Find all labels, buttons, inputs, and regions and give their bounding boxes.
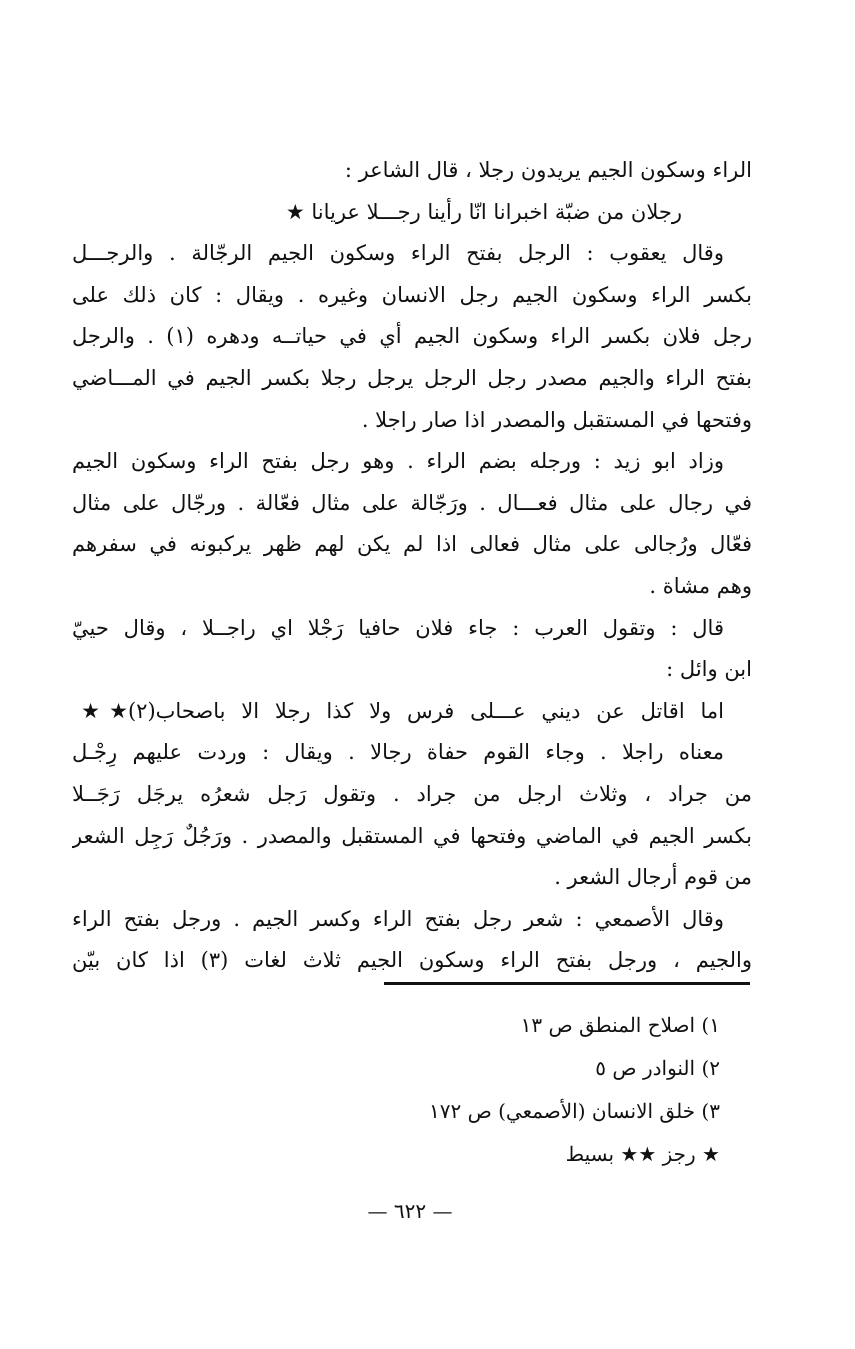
page-number: — ٦٢٢ — xyxy=(367,1199,453,1223)
footnote-separator xyxy=(384,982,750,985)
text-line: وهم مشاة . xyxy=(649,573,752,598)
text-line: وقال يعقوب : الرجل بفتح الراء وسكون الجيم الرجّالة . والرجـــل xyxy=(72,241,724,266)
text-line: اما اقاتل عن ديني عـــلى فرس ولا كذا رجلا الا باصحاب(٢)★★ xyxy=(72,698,724,723)
text-line: الراء وسكون الجيم يريدون رجلا ، قال الشاعر : xyxy=(344,158,752,182)
footnote: ٣) خلق الانسان (الأصمعي) ص ١٧٢ xyxy=(428,1099,720,1123)
footnote: ١) اصلاح المنطق ص ١٣ xyxy=(520,1013,720,1037)
text-line: بكسر الجيم في الماضي وفتحها في المستقبل والمصدر . ورَجُلٌ رَجِل الشعر xyxy=(72,823,752,848)
text-line: من قوم أرجال الشعر . xyxy=(554,865,752,890)
text-line: بكسر الراء وسكون الجيم رجل الانسان وغيره . ويقال : كان ذلك على xyxy=(72,282,752,307)
text-line: فعّال ورُجالى على مثال فعالى اذا لم يكن لهم ظهر يركبونه في سفرهم xyxy=(72,532,752,557)
footnote: ٢) النوادر ص ٥ xyxy=(595,1056,720,1080)
text-line: في رجال على مثال فعـــال . ورَجّالة على مثال فعّالة . ورجّال على مثال xyxy=(72,490,752,515)
text-line: والجيم ، ورجل بفتح الراء وسكون الجيم ثلاث لغات (٣) اذا كان بيّن xyxy=(72,948,752,973)
text-line: وفتحها في المستقبل والمصدر اذا صار راجلا . xyxy=(361,407,752,432)
text-line: قال : وتقول العرب : جاء فلان حافيا رَجْلا اي راجــلا ، وقال حييّ xyxy=(72,615,724,640)
footnotes xyxy=(300,1004,720,1176)
text-line: وقال الأصمعي : شعر رجل بفتح الراء وكسر الجيم . ورجل بفتح الراء xyxy=(72,906,724,931)
text-line: ابن وائل : xyxy=(666,657,752,682)
text-line: من جراد ، وثلاث ارجل من جراد . وتقول رَجل شعرُه يرجَل رَجَــلا xyxy=(72,781,752,806)
text-line: رجل فلان بكسر الراء وسكون الجيم أي في حياتــه ودهره (١) . والرجل xyxy=(72,324,752,349)
footnote: ★ رجز ★★ بسيط xyxy=(565,1142,720,1166)
text-line: رجلان من ضبّة اخبرانا انّا رأينا رجـــلا عريانا ★ xyxy=(285,199,682,224)
text-line: بفتح الراء والجيم مصدر رجل الرجل يرجل رجلا بكسر الجيم في المـــاضي xyxy=(72,365,752,390)
text-line: وزاد ابو زيد : ورجله بضم الراء . وهو رجل بفتح الراء وسكون الجيم xyxy=(72,449,724,474)
text-line: معناه راجلا . وجاء القوم حفاة رجالا . ويقال : وردت عليهم رِجْـل xyxy=(72,740,724,765)
main-text xyxy=(72,150,752,982)
